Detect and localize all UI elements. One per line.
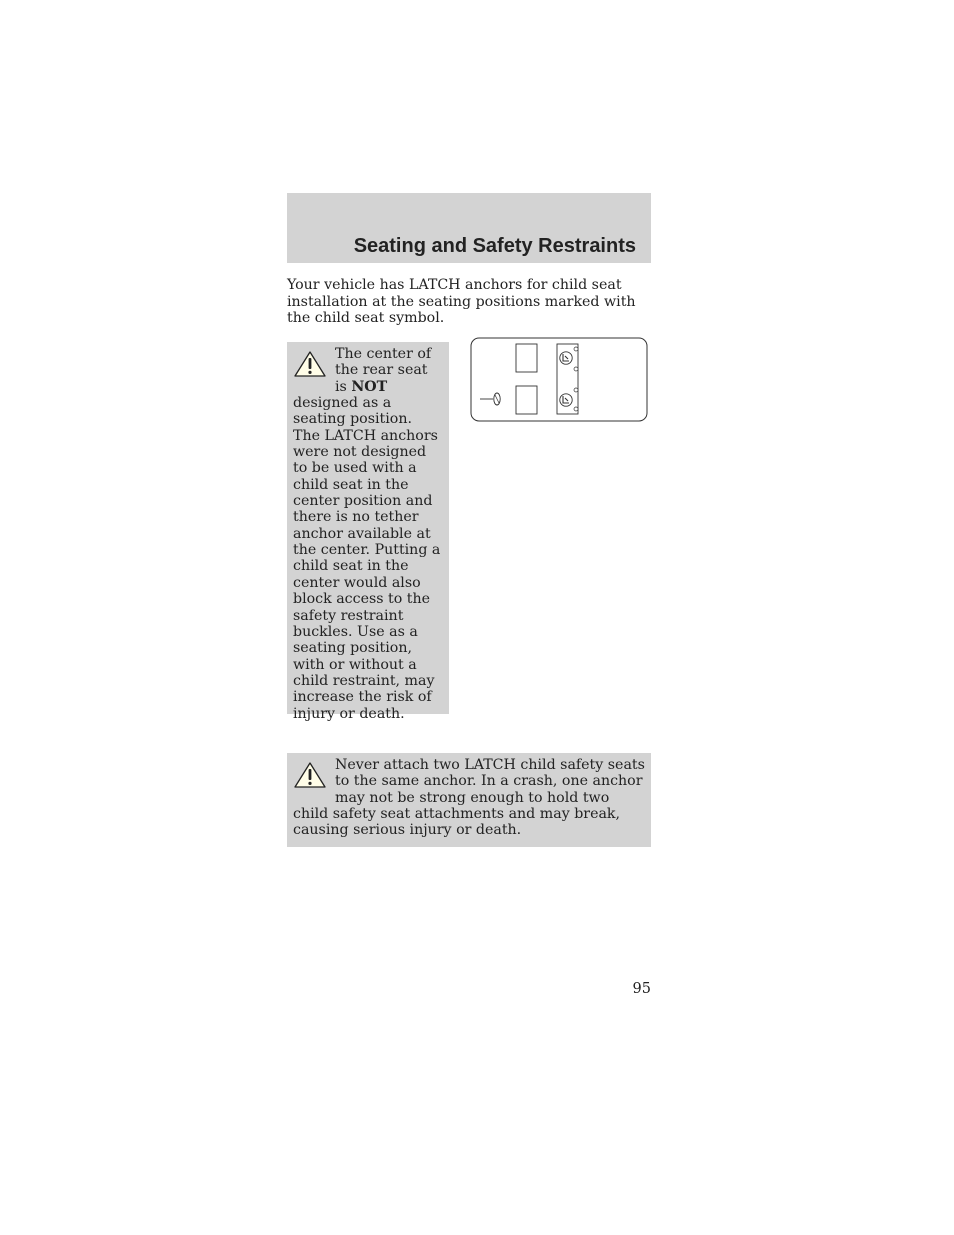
warning-emphasis: NOT bbox=[351, 378, 388, 395]
warning-text-center-seat bbox=[293, 346, 443, 722]
anchor-point bbox=[574, 388, 578, 392]
intro-paragraph: Your vehicle has LATCH anchors for child seat installation at the seating positions marked with the child seat symbol. bbox=[287, 277, 636, 326]
section-header bbox=[287, 193, 651, 263]
warning-text-latch-anchor: Never attach two LATCH child safety seats to the same anchor. In a crash, one anchor may not be strong enough to hold two child safety seat attachments and may break, causing serious injury or death. bbox=[293, 757, 645, 839]
section-title: Seating and Safety Restraints bbox=[353, 235, 636, 257]
anchor-point bbox=[574, 407, 578, 411]
warning-triangle-icon bbox=[293, 761, 329, 791]
child-seat-symbol-icon bbox=[560, 394, 572, 406]
anchor-point bbox=[574, 367, 578, 371]
warning-text-part: designed as a seating position. The LATCH anchors were not designed to be used with a child seat in the center position and there is no tether anchor available at the center. Putting a child seat in the center would also block access to the safety restraint buckles. Use as a seating position, with or without a child restraint, may increase the risk of injury or death. bbox=[293, 395, 441, 722]
warning-text-part: The center of the rear seat is bbox=[335, 346, 432, 395]
warning-box-latch-anchor bbox=[287, 753, 651, 847]
page-number: 95 bbox=[632, 981, 651, 997]
warning-triangle-icon bbox=[293, 350, 329, 380]
seat-layout-diagram bbox=[470, 337, 648, 422]
child-seat-symbol-icon bbox=[560, 352, 572, 364]
warning-box-center-seat bbox=[287, 342, 449, 722]
anchor-point bbox=[574, 347, 578, 351]
